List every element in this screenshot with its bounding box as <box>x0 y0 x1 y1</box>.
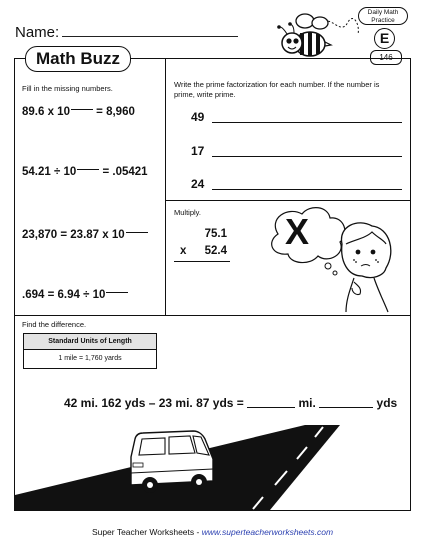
exponent-blank[interactable] <box>77 169 99 170</box>
exponent-blank[interactable] <box>106 292 128 293</box>
divider-right <box>166 200 410 201</box>
multiply-underline <box>174 261 230 262</box>
problem-2: 54.21 ÷ 10 = .05421 <box>22 166 148 178</box>
multiply-operator: x <box>180 245 187 257</box>
miles-answer-blank[interactable] <box>247 407 295 408</box>
badge-letter: E <box>374 28 395 49</box>
multiplicand: 75.1 <box>204 228 227 240</box>
road-van-illustration <box>15 425 410 510</box>
units-table <box>23 333 157 369</box>
footer: Super Teacher Worksheets - www.superteacherworksheets.com <box>91 527 334 537</box>
problem-4: .694 = 6.94 ÷ 10 <box>22 289 128 301</box>
problem-1: 89.6 x 10 = 8,960 <box>22 106 135 118</box>
divider-vertical <box>165 59 166 315</box>
missing-numbers-instruction: Fill in the missing numbers. <box>22 84 113 93</box>
badge-title: Daily Math Practice <box>358 7 408 25</box>
prime-answer-line-3[interactable] <box>212 189 402 190</box>
name-label: Name: <box>15 24 60 41</box>
multiplier: 52.4 <box>204 245 227 257</box>
problem-3: 23,870 = 23.87 x 10 <box>22 229 148 241</box>
prime-instruction: Write the prime factorization for each number. If the number is prime, write prime. <box>174 80 380 99</box>
prime-answer-line-2[interactable] <box>212 156 402 157</box>
page-title: Math Buzz <box>25 46 131 72</box>
divider-horizontal <box>15 315 410 316</box>
difference-equation: 42 mi. 162 yds – 23 mi. 87 yds = mi. yds <box>64 396 398 410</box>
multiply-instruction: Multiply. <box>174 208 201 217</box>
prime-answer-line-1[interactable] <box>212 122 402 123</box>
exponent-blank[interactable] <box>126 232 148 233</box>
units-table-header: Standard Units of Length <box>24 334 156 350</box>
thought-bubble-symbol: X <box>285 211 310 252</box>
units-table-row: 1 mile = 1,760 yards <box>58 355 122 362</box>
van-icon <box>131 431 213 493</box>
daily-practice-badge <box>358 7 410 65</box>
footer-link[interactable]: www.superteacherworksheets.com <box>201 527 334 537</box>
prime-number-3: 24 <box>191 177 205 191</box>
name-line[interactable] <box>62 36 238 37</box>
prime-number-2: 17 <box>191 144 205 158</box>
exponent-blank[interactable] <box>71 109 93 110</box>
prime-number-1: 49 <box>191 110 205 124</box>
yards-answer-blank[interactable] <box>319 407 373 408</box>
badge-number: 146 <box>370 50 402 65</box>
difference-instruction: Find the difference. <box>22 320 87 329</box>
